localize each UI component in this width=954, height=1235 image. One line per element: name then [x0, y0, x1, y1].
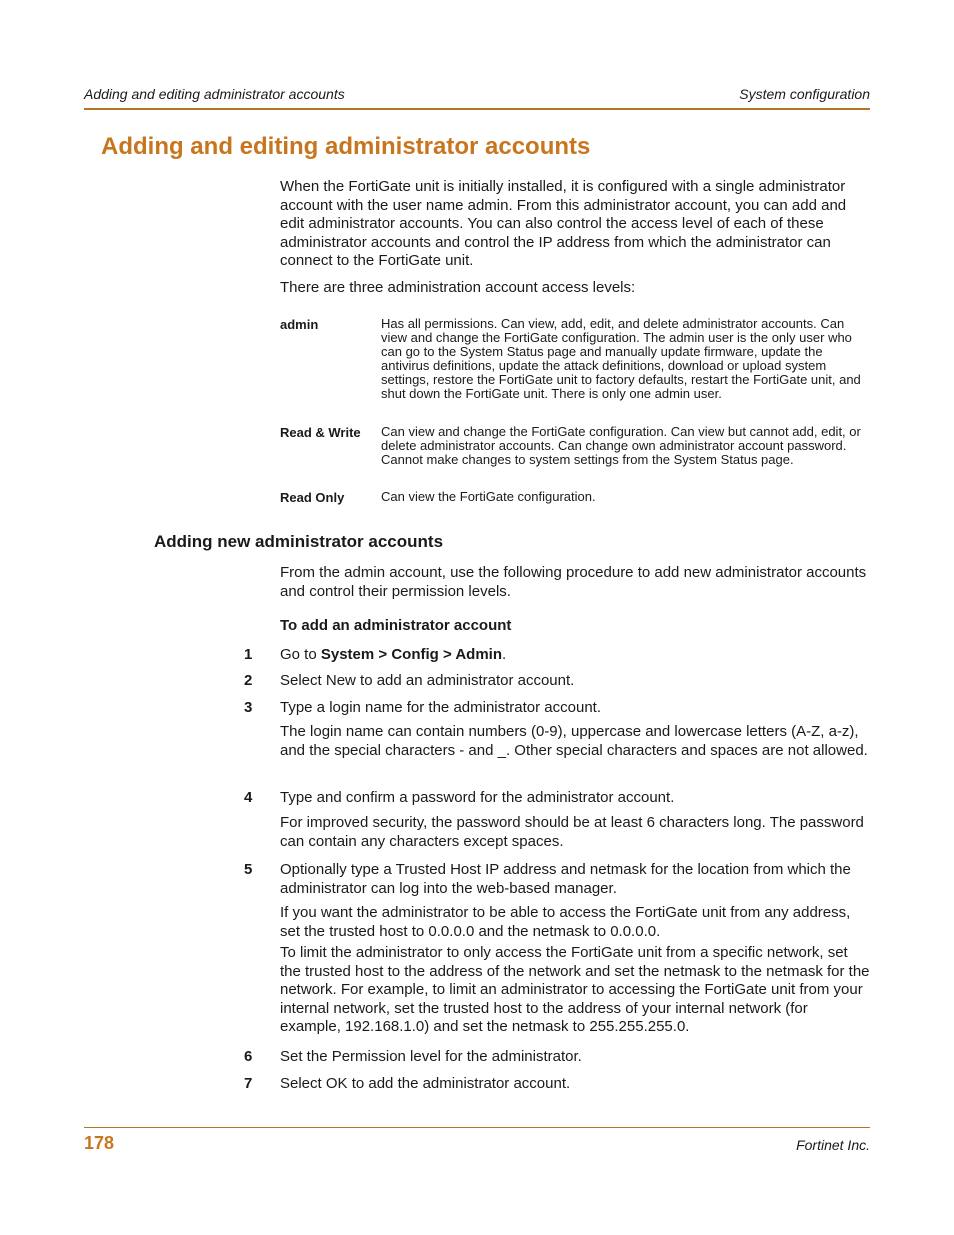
step-number: 3	[244, 699, 253, 716]
step-number: 7	[244, 1075, 253, 1092]
step-note: For improved security, the password should be at least 6 characters long. The password can contain any characters except spaces.	[280, 814, 864, 850]
step-text-pre: Go to	[280, 646, 321, 663]
footer-rule	[84, 1127, 870, 1128]
intro-paragraph: When the FortiGate unit is initially installed, it is configured with a single administrator account with the user name admin. From this administrator account, you can add and edit administrator accounts. You can also control the access level of each of these administrator accounts and control the IP address from which the administrator can connect to the FortiGate unit.	[280, 178, 847, 270]
step-text	[280, 646, 870, 665]
step-note: The login name can contain numbers (0-9), uppercase and lowercase letters (A-Z, a-z), and the special characters - and _. Other special characters and spaces are not allowed.	[280, 723, 868, 759]
section-intro: From the admin account, use the following procedure to add new administrator accounts and control their permission levels.	[280, 564, 867, 600]
step-text: Optionally type a Trusted Host IP address and netmask for the location from which the administrator can log into the web-based manager.	[280, 861, 851, 897]
step-number: 5	[244, 861, 253, 878]
level-term-admin: admin	[280, 317, 319, 332]
header-rule	[84, 108, 870, 110]
level-term-read-write: Read & Write	[280, 425, 361, 440]
procedure-title: To add an administrator account	[280, 617, 512, 634]
menu-path: System > Config > Admin	[320, 646, 503, 663]
level-desc-admin: Has all permissions. Can view, add, edit, and delete administrator accounts. Can view and change the FortiGate configuration. The admin user is the only user who can go to the System Status page and manually update firmware, update the antivirus definitions, update the attack definitions, download or upload system settings, restore the FortiGate unit to factory defaults, restart the FortiGate unit, and shut down the FortiGate unit. There is only one admin user.	[381, 316, 861, 401]
running-header-left: Adding and editing administrator accounts	[84, 86, 345, 102]
step-text: Type a login name for the administrator account.	[280, 699, 602, 716]
level-desc-read-write: Can view and change the FortiGate configuration. Can view but cannot add, edit, or delete administrator accounts. Can change own administrator account password. Cannot make changes to system settings from the System Status page.	[381, 424, 861, 467]
step-note: To limit the administrator to only access the FortiGate unit from a specific network, set the trusted host to the address of the network and set the netmask to the netmask for the network. For example, to limit an administrator to accessing the FortiGate unit from your internal network, set the trusted host to the address of your internal network (for example, 192.168.1.0) and set the netmask to 255.255.255.0.	[280, 944, 870, 1036]
step-number: 4	[244, 789, 253, 806]
running-header-right: System configuration	[739, 86, 870, 102]
level-desc-read-only: Can view the FortiGate configuration.	[381, 489, 596, 504]
levels-intro: There are three administration account access levels:	[280, 279, 636, 296]
page-number: 178	[84, 1133, 115, 1153]
step-number: 1	[244, 646, 253, 663]
step-text: Select New to add an administrator account.	[280, 672, 575, 689]
footer-company: Fortinet Inc.	[796, 1137, 870, 1153]
level-term-read-only: Read Only	[280, 490, 345, 505]
page-title: Adding and editing administrator accounts	[101, 133, 591, 160]
step-text: Set the Permission level for the administrator.	[280, 1048, 582, 1065]
step-text: Select OK to add the administrator account.	[280, 1075, 571, 1092]
step-number: 2	[244, 672, 253, 689]
section-heading: Adding new administrator accounts	[154, 532, 444, 551]
step-number: 6	[244, 1048, 253, 1065]
step-text-post: .	[502, 646, 507, 663]
step-note: If you want the administrator to be able to access the FortiGate unit from any address, set the trusted host to 0.0.0.0 and the netmask to 0.0.0.0.	[280, 904, 851, 940]
step-text: Type and confirm a password for the administrator account.	[280, 789, 675, 806]
